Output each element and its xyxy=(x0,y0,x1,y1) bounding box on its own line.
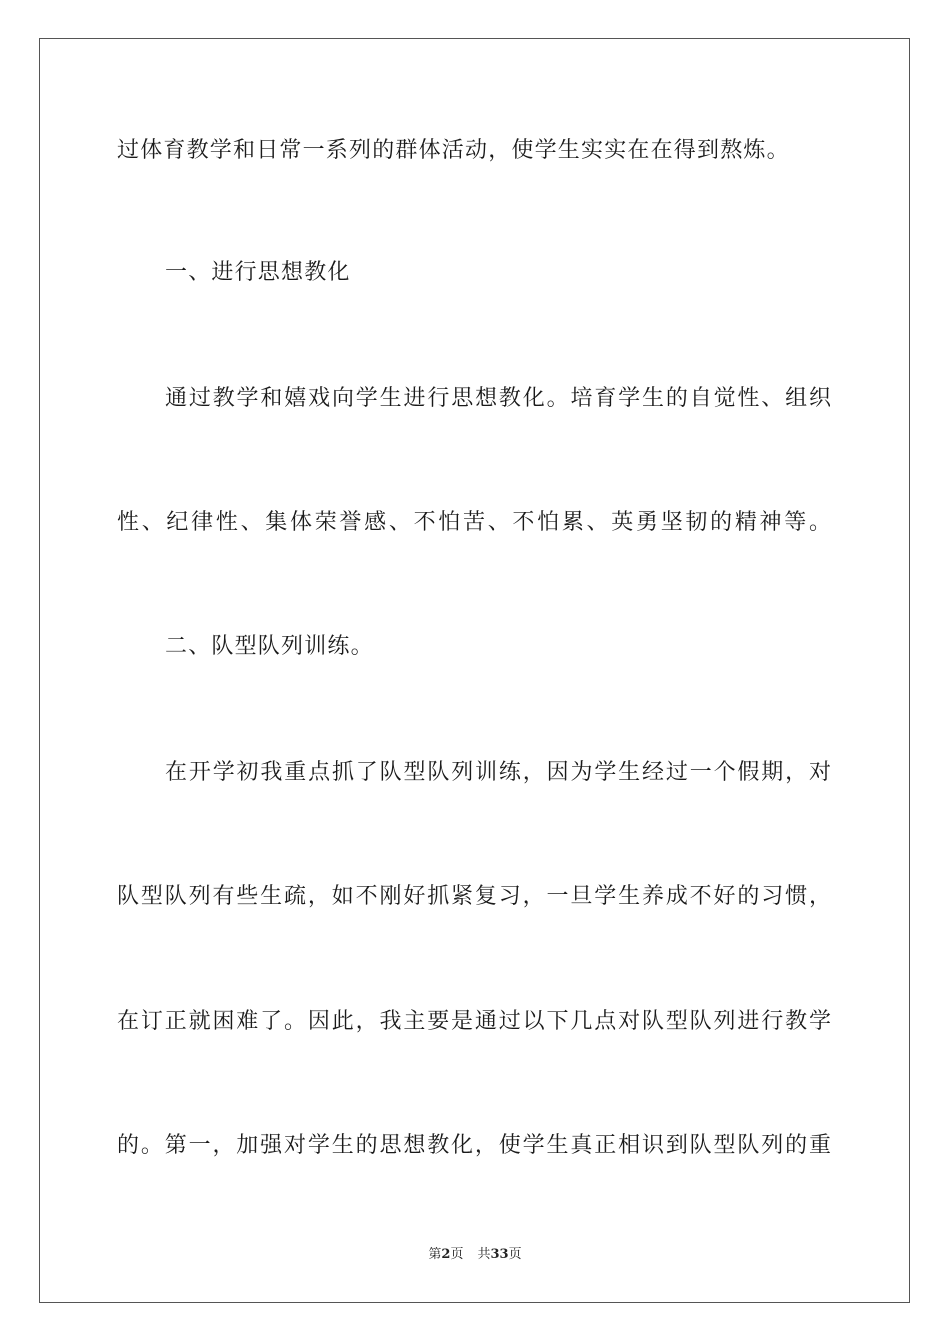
text-line-8: 在订正就困难了。因此，我主要是通过以下几点对队型队列进行教学 xyxy=(117,1009,831,1034)
total-suffix: 页 xyxy=(508,1247,522,1262)
page-suffix: 页 xyxy=(450,1247,464,1262)
text-line-4: 性、纪律性、集体荣誉感、不怕苦、不怕累、英勇坚韧的精神等。 xyxy=(117,510,831,535)
text-line-9: 的。第一，加强对学生的思想教化，使学生真正相识到队型队列的重 xyxy=(117,1133,831,1158)
section-heading-2: 二、队型队列训练。 xyxy=(165,634,374,659)
current-page-number: 2 xyxy=(441,1247,451,1262)
text-line-3: 通过教学和嬉戏向学生进行思想教化。培育学生的自觉性、组织 xyxy=(165,386,831,411)
text-line-6: 在开学初我重点抓了队型队列训练，因为学生经过一个假期，对 xyxy=(165,760,831,785)
total-pages-number: 33 xyxy=(490,1247,509,1262)
total-prefix: 共 xyxy=(477,1247,491,1262)
page-prefix: 第 xyxy=(428,1247,442,1262)
page-footer xyxy=(0,1246,950,1264)
section-heading-1: 一、进行思想教化 xyxy=(165,260,351,285)
text-line-7: 队型队列有些生疏，如不刚好抓紧复习，一旦学生养成不好的习惯， xyxy=(117,884,831,909)
page-border xyxy=(39,38,910,1303)
text-line-1: 过体育教学和日常一系列的群体活动，使学生实实在在得到熬炼。 xyxy=(117,138,790,163)
